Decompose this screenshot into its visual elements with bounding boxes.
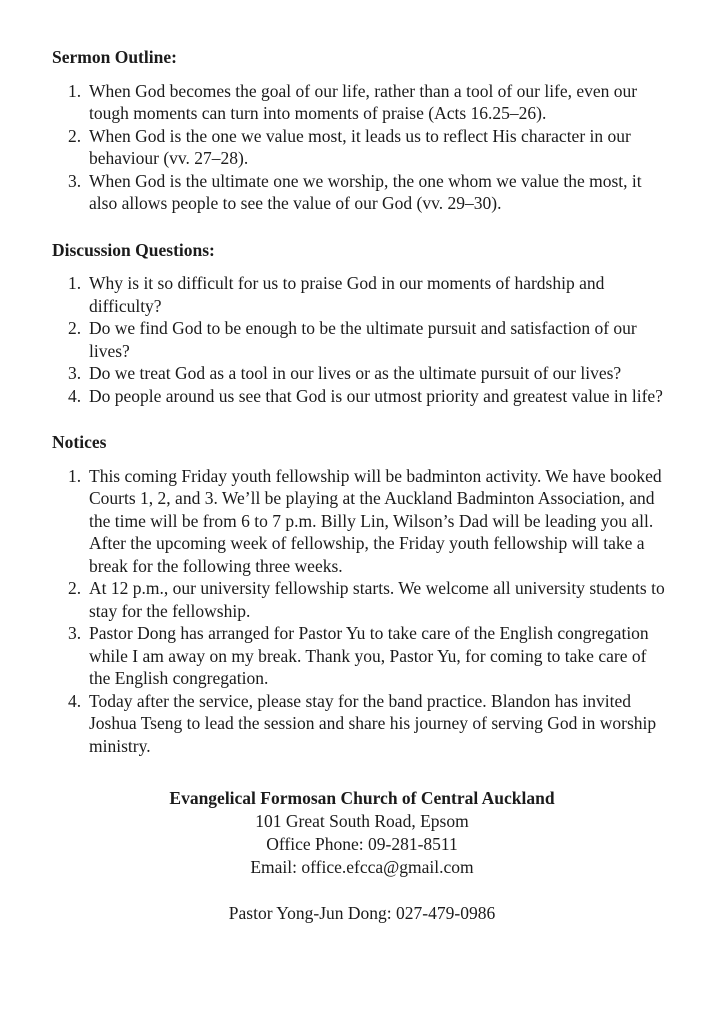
- list-item: [68, 465, 672, 578]
- list-item-number: 4.: [68, 690, 82, 711]
- list-item-number: 3.: [68, 623, 82, 643]
- list-item-text: Why is it so difficult for us to praise God in our moments of hardship and difficulty?: [89, 273, 605, 316]
- list-item: [68, 80, 672, 125]
- list-item-text: Do we treat God as a tool in our lives or as the ultimate pursuit of our lives?: [89, 363, 622, 383]
- list-item: [68, 577, 672, 622]
- sermon-outline-heading: Sermon Outline:: [52, 47, 177, 67]
- church-name: Evangelical Formosan Church of Central Auckland: [169, 788, 555, 808]
- list-item: [68, 622, 672, 690]
- list-item: [68, 170, 672, 215]
- list-item-text: Do people around us see that God is our utmost priority and greatest value in life?: [89, 385, 663, 406]
- office-phone: Office Phone: 09-281-8511: [266, 834, 458, 854]
- list-item: [68, 125, 672, 170]
- list-item-number: 3.: [68, 363, 82, 383]
- list-item-number: 3.: [68, 170, 82, 191]
- list-item: [68, 362, 672, 385]
- list-item-number: 2.: [68, 125, 82, 146]
- list-item-number: 1.: [68, 80, 82, 101]
- sermon-outline-section: [52, 46, 672, 215]
- list-item: [68, 317, 672, 362]
- church-contact-block: [52, 787, 672, 879]
- church-address: 101 Great South Road, Epsom: [255, 811, 469, 831]
- office-email: Email: office.efcca@gmail.com: [250, 857, 474, 877]
- list-item-text: When God is the ultimate one we worship, the one whom we value the most, it also allows people to see the value of our God (vv. 29–30).: [89, 170, 642, 213]
- notices-list: [52, 465, 672, 758]
- list-item-text: At 12 p.m., our university fellowship starts. We welcome all university students to stay for the fellowship.: [89, 578, 665, 621]
- list-item-text: When God becomes the goal of our life, rather than a tool of our life, even our tough moments can turn into moments of praise (Acts 16.25–26).: [89, 80, 638, 123]
- list-item-text: Do we find God to be enough to be the ultimate pursuit and satisfaction of our lives?: [89, 318, 637, 361]
- discussion-questions-heading: Discussion Questions:: [52, 239, 215, 260]
- sermon-outline-list: [52, 80, 672, 215]
- list-item: [68, 385, 672, 408]
- notices-heading: Notices: [52, 432, 107, 452]
- notices-section: [52, 431, 672, 757]
- list-item: [68, 272, 672, 317]
- list-item-number: 1.: [68, 465, 82, 486]
- list-item-text: Pastor Dong has arranged for Pastor Yu to take care of the English congregation while I am away on my break. Thank you, Pastor Yu, for coming to take care of the English congregation.: [89, 623, 649, 688]
- list-item-number: 4.: [68, 385, 82, 406]
- list-item-number: 2.: [68, 318, 82, 338]
- list-item-text: Today after the service, please stay for the band practice. Blandon has invited Joshua Tseng to lead the session and share his journey of serving God in worship ministry.: [89, 690, 657, 756]
- list-item-number: 1.: [68, 273, 82, 293]
- list-item: [68, 690, 672, 758]
- list-item-number: 2.: [68, 578, 82, 598]
- discussion-questions-list: [52, 272, 672, 407]
- pastor-contact: Pastor Yong-Jun Dong: 027-479-0986: [228, 903, 496, 923]
- list-item-text: When God is the one we value most, it leads us to reflect His character in our behaviour (vv. 27–28).: [89, 125, 631, 168]
- discussion-questions-section: [52, 239, 672, 408]
- list-item-text: This coming Friday youth fellowship will be badminton activity. We have booked Courts 1, 2, and 3. We’ll be playing at the Auckland Badminton Association, and the time will be from 6 to 7 p.m. Billy Lin, Wilson’s Dad will be leading you all. After the upcoming week of fellowship, the Friday youth fellowship will take a break for the following three weeks.: [89, 465, 662, 576]
